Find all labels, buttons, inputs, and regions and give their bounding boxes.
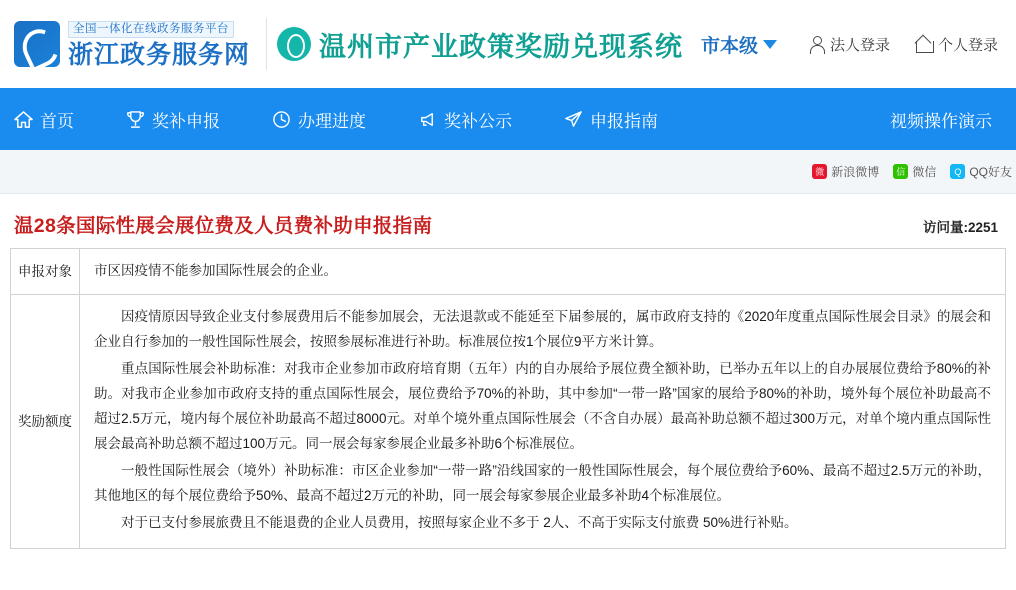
trophy-icon <box>126 110 145 129</box>
qq-icon: Q <box>950 164 965 179</box>
zhejiang-portal-logo-icon <box>14 21 60 67</box>
nav-item-publicity[interactable] <box>418 107 512 132</box>
header-divider <box>266 18 267 70</box>
portal-name: 浙江政务服务网 <box>68 40 251 69</box>
page-title: 温28条国际性展会展位费及人员费补助申报指南 <box>14 215 433 237</box>
nav-label-publicity: 奖补公示 <box>444 111 512 131</box>
header-actions <box>809 34 1002 55</box>
main-navigation <box>0 88 1016 150</box>
table-row <box>11 294 1006 548</box>
person-icon <box>809 36 824 53</box>
system-name: 温州市产业政策奖励兑现系统 <box>319 31 684 62</box>
amount-paragraph-3: 一般性国际性展会（境外）补助标准：市区企业参加“一带一路”沿线国家的一般性国际性展会，每个展位费给予60%、最高不超过2.5万元的补助，其他地区的每个展位费给予50%、最高不超过2万元的补助，同一展会每家参展企业最多补助4个标准展位。 <box>94 462 991 503</box>
share-bar <box>0 150 1016 194</box>
home-icon <box>14 110 33 129</box>
share-wechat-label: 微信 <box>912 165 937 179</box>
share-qq[interactable] <box>950 163 1012 180</box>
paper-plane-icon <box>564 110 583 129</box>
nav-item-progress[interactable] <box>272 107 366 132</box>
guide-table <box>10 248 1006 549</box>
megaphone-icon <box>418 110 437 129</box>
region-selected-label: 市本级 <box>701 35 759 57</box>
corporate-login-label: 法人登录 <box>829 36 890 54</box>
clock-icon <box>272 110 291 129</box>
wechat-icon: 信 <box>893 164 908 179</box>
corporate-login-button[interactable] <box>809 34 890 55</box>
site-header <box>0 0 1016 88</box>
portal-badge: 全国一体化在线政务服务平台 <box>68 21 234 38</box>
table-row <box>11 249 1006 295</box>
chevron-down-icon <box>763 40 777 49</box>
nav-item-home[interactable] <box>14 107 74 132</box>
visit-count: 访问量:2251 <box>922 220 998 235</box>
amount-paragraph-2: 重点国际性展会补助标准：对我市企业参加市政府培育期（五年）内的自办展给予展位费全额补助，已举办五年以上的自办展展位费给予80%的补助。对我市企业参加市政府支持的重点国际性展会，展位费给予70%的补助，其中参加“一带一路”国家的展给予80%的补助，境外每个展位补助最高不超过2.5万元，境内每个展位补助最高不超过8000元。对单个境外重点国际性展会（不含自办展）最高补助总额不超过300万元，对单个境内重点国际性展会最高补助总额不超过100万元。同一展会每家参展企业最多补助6个标准展位。 <box>94 360 991 451</box>
system-title-group <box>277 25 683 64</box>
amount-paragraph-4: 对于已支付参展旅费且不能退费的企业人员费用，按照每家企业不多于 2人、不高于实际支付旅费 50%进行补贴。 <box>121 514 798 530</box>
row-value-applicant: 市区因疫情不能参加国际性展会的企业。 <box>80 249 1006 295</box>
content-area <box>0 194 1016 549</box>
video-demo-link[interactable]: 视频操作演示 <box>890 111 992 131</box>
title-row <box>10 204 1006 248</box>
portal-logo[interactable] <box>14 19 264 70</box>
nav-label-home: 首页 <box>40 111 74 131</box>
personal-login-label: 个人登录 <box>937 36 998 54</box>
nav-label-progress: 办理进度 <box>298 111 366 131</box>
weibo-icon: 微 <box>812 164 827 179</box>
nav-item-apply[interactable] <box>126 107 220 132</box>
share-qq-label: QQ好友 <box>969 165 1012 179</box>
personal-login-button[interactable] <box>916 34 998 55</box>
nav-label-guide: 申报指南 <box>590 111 658 131</box>
share-weibo-label: 新浪微博 <box>831 165 880 179</box>
nav-label-apply: 奖补申报 <box>152 111 220 131</box>
row-value-amount <box>80 294 1006 548</box>
region-selector[interactable] <box>701 31 777 58</box>
share-weibo[interactable] <box>812 163 879 180</box>
row-label-amount: 奖励额度 <box>11 294 80 548</box>
home-person-icon <box>916 36 932 52</box>
row-label-applicant: 申报对象 <box>11 249 80 295</box>
amount-paragraph-1: 因疫情原因导致企业支付参展费用后不能参加展会，无法退款或不能延至下届参展的，属市政府支持的《2020年度重点国际性展会目录》的展会和企业自行参加的一般性国际性展会，按照参展标准进行补助。标准展位按1个展位9平方米计算。 <box>94 308 991 349</box>
nav-item-guide[interactable] <box>564 107 658 132</box>
system-globe-icon <box>277 27 311 61</box>
share-wechat[interactable] <box>893 163 936 180</box>
